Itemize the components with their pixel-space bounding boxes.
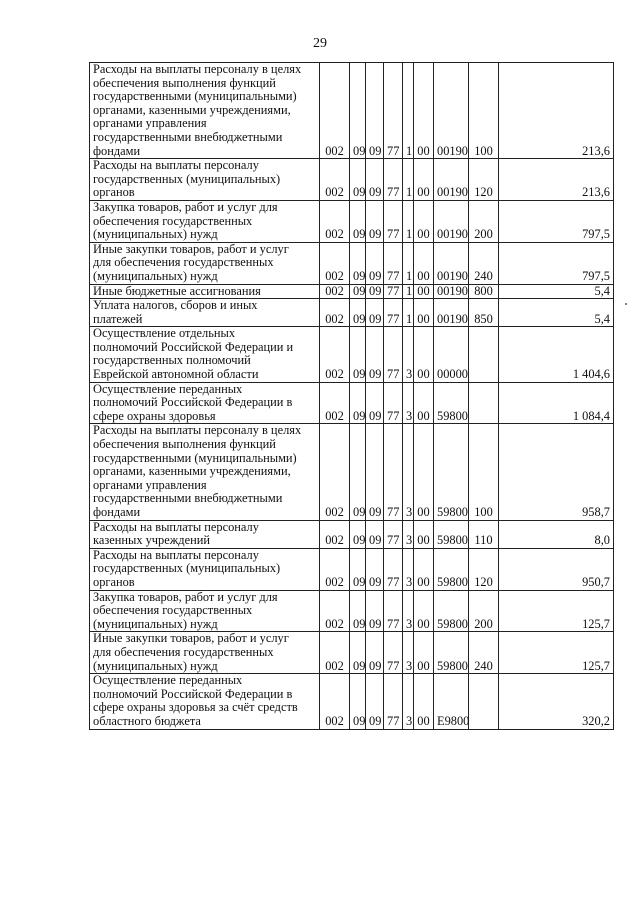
- expense-name: [90, 299, 320, 327]
- expense-name: [90, 382, 320, 424]
- program-code: 77: [384, 63, 403, 159]
- expense-name-line: органами управления: [93, 477, 207, 492]
- subprogram-code: 3: [403, 674, 414, 729]
- amount: 125,7: [499, 632, 614, 674]
- expense-name: [90, 63, 320, 159]
- section-code: 09: [350, 159, 366, 201]
- expense-name-line: фондами: [93, 143, 141, 158]
- section-code: 09: [350, 284, 366, 299]
- expense-name-line: органов: [93, 574, 135, 589]
- subprogram-code: 3: [403, 424, 414, 520]
- subsection-code: 09: [366, 327, 384, 382]
- subsection-code: 09: [366, 242, 384, 284]
- expense-name-line: фондами: [93, 505, 141, 519]
- expense-name-line: государственными (муниципальными): [93, 450, 297, 465]
- main-code: 00: [414, 63, 434, 159]
- expense-name-line: государственных полномочий: [93, 353, 251, 368]
- table-row: [90, 632, 614, 674]
- ministry-code: 002: [320, 548, 350, 590]
- table-row: [90, 63, 614, 159]
- expense-name-line: Иные бюджетные ассигнования: [93, 283, 261, 298]
- table-row: [90, 299, 614, 327]
- table-row: [90, 200, 614, 242]
- amount: 8,0: [499, 520, 614, 548]
- section-code: 09: [350, 632, 366, 674]
- section-code: 09: [350, 674, 366, 729]
- expense-type-code: 850: [469, 299, 499, 327]
- subprogram-code: 3: [403, 382, 414, 424]
- direction-code: 59800: [434, 548, 469, 590]
- subsection-code: 09: [366, 200, 384, 242]
- expense-name-line: органами управления: [93, 116, 207, 131]
- expense-type-code: 200: [469, 590, 499, 632]
- page-number: 29: [313, 36, 327, 51]
- amount: 950,7: [499, 548, 614, 590]
- scan-speck: [625, 303, 627, 305]
- subprogram-code: 1: [403, 242, 414, 284]
- expense-name-line: обеспечения выполнения функций: [93, 75, 276, 90]
- expense-name-line: сфере охраны здоровья за счёт средств: [93, 700, 298, 715]
- program-code: 77: [384, 674, 403, 729]
- section-code: 09: [350, 63, 366, 159]
- expense-name-line: (муниципальных) нужд: [93, 268, 218, 283]
- expense-name: [90, 200, 320, 242]
- expense-name: [90, 674, 320, 729]
- expense-name: [90, 159, 320, 201]
- main-code: 00: [414, 242, 434, 284]
- amount: 797,5: [499, 200, 614, 242]
- ministry-code: 002: [320, 327, 350, 382]
- table-row: [90, 327, 614, 382]
- expense-name: [90, 242, 320, 284]
- section-code: 09: [350, 299, 366, 327]
- subsection-code: 09: [366, 382, 384, 424]
- subprogram-code: 3: [403, 520, 414, 548]
- expense-name-line: Расходы на выплаты персоналу в целях: [93, 423, 302, 438]
- section-code: 09: [350, 382, 366, 424]
- expense-name-line: Осуществление переданных: [93, 381, 243, 396]
- subsection-code: 09: [366, 632, 384, 674]
- program-code: 77: [384, 520, 403, 548]
- main-code: 00: [414, 382, 434, 424]
- expense-name-line: государственных (муниципальных): [93, 561, 281, 576]
- section-code: 09: [350, 200, 366, 242]
- expense-name-line: Иные закупки товаров, работ и услуг: [93, 241, 289, 256]
- expense-type-code: [469, 382, 499, 424]
- expense-name-line: государственными (муниципальными): [93, 89, 297, 104]
- ministry-code: 002: [320, 590, 350, 632]
- expense-name-line: для обеспечения государственных: [93, 255, 274, 270]
- program-code: 77: [384, 242, 403, 284]
- subprogram-code: 1: [403, 284, 414, 299]
- subprogram-code: 3: [403, 632, 414, 674]
- program-code: 77: [384, 200, 403, 242]
- subprogram-code: 1: [403, 159, 414, 201]
- section-code: 09: [350, 242, 366, 284]
- ministry-code: 002: [320, 200, 350, 242]
- ministry-code: 002: [320, 632, 350, 674]
- section-code: 09: [350, 520, 366, 548]
- expense-name: [90, 548, 320, 590]
- main-code: 00: [414, 327, 434, 382]
- ministry-code: 002: [320, 674, 350, 729]
- expense-name-line: Еврейской автономной области: [93, 367, 259, 382]
- subsection-code: 09: [366, 299, 384, 327]
- direction-code: 59800: [434, 590, 469, 632]
- expense-name-line: (муниципальных) нужд: [93, 658, 218, 673]
- ministry-code: 002: [320, 424, 350, 520]
- amount: 797,5: [499, 242, 614, 284]
- budget-rows: [90, 63, 614, 730]
- expense-name-line: органами, казенными учреждениями,: [93, 102, 291, 117]
- table-row: [90, 242, 614, 284]
- direction-code: 59800: [434, 382, 469, 424]
- program-code: 77: [384, 327, 403, 382]
- expense-name: [90, 327, 320, 382]
- expense-name-line: (муниципальных) нужд: [93, 616, 218, 631]
- expense-type-code: 800: [469, 284, 499, 299]
- table-row: [90, 520, 614, 548]
- main-code: 00: [414, 548, 434, 590]
- subprogram-code: 1: [403, 200, 414, 242]
- subprogram-code: 1: [403, 63, 414, 159]
- expense-name-line: государственными внебюджетными: [93, 129, 283, 144]
- expense-name: [90, 590, 320, 632]
- amount: 5,4: [499, 299, 614, 327]
- expense-name: [90, 632, 320, 674]
- expense-name-line: Закупка товаров, работ и услуг для: [93, 199, 278, 214]
- budget-table: [89, 62, 614, 730]
- program-code: 77: [384, 424, 403, 520]
- direction-code: 00190: [434, 284, 469, 299]
- expense-name-line: Осуществление переданных: [93, 673, 243, 688]
- main-code: 00: [414, 520, 434, 548]
- expense-name-line: Расходы на выплаты персоналу: [93, 547, 259, 562]
- expense-type-code: 200: [469, 200, 499, 242]
- program-code: 77: [384, 632, 403, 674]
- expense-type-code: 100: [469, 424, 499, 520]
- main-code: 00: [414, 159, 434, 201]
- expense-name-line: обеспечения выполнения функций: [93, 437, 276, 452]
- expense-name-line: государственными внебюджетными: [93, 491, 283, 506]
- subsection-code: 09: [366, 424, 384, 520]
- expense-name-line: обеспечения государственных: [93, 603, 253, 618]
- direction-code: 00190: [434, 200, 469, 242]
- direction-code: 59800: [434, 632, 469, 674]
- expense-name-line: полномочий Российской Федерации в: [93, 686, 293, 701]
- main-code: 00: [414, 424, 434, 520]
- expense-name: [90, 284, 320, 299]
- main-code: 00: [414, 674, 434, 729]
- section-code: 09: [350, 424, 366, 520]
- expense-name: [90, 520, 320, 548]
- expense-name-line: полномочий Российской Федерации и: [93, 339, 294, 354]
- program-code: 77: [384, 299, 403, 327]
- section-code: 09: [350, 327, 366, 382]
- ministry-code: 002: [320, 520, 350, 548]
- subprogram-code: 3: [403, 327, 414, 382]
- expense-name-line: Расходы на выплаты персоналу в целях: [93, 62, 302, 76]
- expense-type-code: 120: [469, 159, 499, 201]
- program-code: 77: [384, 284, 403, 299]
- expense-name-line: государственных (муниципальных): [93, 171, 281, 186]
- main-code: 00: [414, 299, 434, 327]
- table-row: [90, 590, 614, 632]
- amount: 1 404,6: [499, 327, 614, 382]
- expense-name-line: Расходы на выплаты персоналу: [93, 158, 259, 173]
- expense-name-line: Расходы на выплаты персоналу: [93, 519, 259, 534]
- expense-name-line: (муниципальных) нужд: [93, 227, 218, 242]
- ministry-code: 002: [320, 284, 350, 299]
- subsection-code: 09: [366, 520, 384, 548]
- expense-name-line: органов: [93, 185, 135, 200]
- amount: 125,7: [499, 590, 614, 632]
- subprogram-code: 3: [403, 548, 414, 590]
- section-code: 09: [350, 590, 366, 632]
- direction-code: 00190: [434, 299, 469, 327]
- subsection-code: 09: [366, 284, 384, 299]
- expense-type-code: 240: [469, 242, 499, 284]
- expense-name-line: сфере охраны здоровья: [93, 408, 216, 423]
- subsection-code: 09: [366, 590, 384, 632]
- program-code: 77: [384, 382, 403, 424]
- expense-name-line: обеспечения государственных: [93, 213, 253, 228]
- main-code: 00: [414, 200, 434, 242]
- table-row: [90, 424, 614, 520]
- program-code: 77: [384, 548, 403, 590]
- subprogram-code: 3: [403, 590, 414, 632]
- table-row: [90, 382, 614, 424]
- table-row: [90, 284, 614, 299]
- direction-code: 59800: [434, 520, 469, 548]
- expense-type-code: 240: [469, 632, 499, 674]
- table-row: [90, 159, 614, 201]
- subprogram-code: 1: [403, 299, 414, 327]
- direction-code: E9800: [434, 674, 469, 729]
- expense-type-code: 120: [469, 548, 499, 590]
- ministry-code: 002: [320, 63, 350, 159]
- table-row: [90, 674, 614, 729]
- main-code: 00: [414, 632, 434, 674]
- expense-name-line: органами, казенными учреждениями,: [93, 464, 291, 479]
- expense-type-code: [469, 674, 499, 729]
- direction-code: 00190: [434, 159, 469, 201]
- main-code: 00: [414, 284, 434, 299]
- expense-name: [90, 424, 320, 520]
- table-row: [90, 548, 614, 590]
- subsection-code: 09: [366, 548, 384, 590]
- direction-code: 59800: [434, 424, 469, 520]
- direction-code: 00190: [434, 242, 469, 284]
- ministry-code: 002: [320, 299, 350, 327]
- program-code: 77: [384, 590, 403, 632]
- expense-name-line: Иные закупки товаров, работ и услуг: [93, 631, 289, 646]
- amount: 320,2: [499, 674, 614, 729]
- subsection-code: 09: [366, 63, 384, 159]
- expense-name-line: для обеспечения государственных: [93, 644, 274, 659]
- program-code: 77: [384, 159, 403, 201]
- subsection-code: 09: [366, 159, 384, 201]
- expense-type-code: [469, 327, 499, 382]
- amount: 213,6: [499, 63, 614, 159]
- ministry-code: 002: [320, 159, 350, 201]
- section-code: 09: [350, 548, 366, 590]
- expense-name-line: Осуществление отдельных: [93, 326, 236, 341]
- expense-type-code: 110: [469, 520, 499, 548]
- subsection-code: 09: [366, 674, 384, 729]
- ministry-code: 002: [320, 382, 350, 424]
- expense-name-line: платежей: [93, 311, 143, 326]
- expense-name-line: областного бюджета: [93, 713, 201, 728]
- direction-code: 00000: [434, 327, 469, 382]
- expense-type-code: 100: [469, 63, 499, 159]
- amount: 5,4: [499, 284, 614, 299]
- direction-code: 00190: [434, 63, 469, 159]
- expense-name-line: казенных учреждений: [93, 533, 210, 548]
- expense-name-line: полномочий Российской Федерации в: [93, 395, 293, 410]
- expense-name-line: Закупка товаров, работ и услуг для: [93, 589, 278, 604]
- amount: 958,7: [499, 424, 614, 520]
- amount: 213,6: [499, 159, 614, 201]
- main-code: 00: [414, 590, 434, 632]
- expense-name-line: Уплата налогов, сборов и иных: [93, 298, 258, 313]
- amount: 1 084,4: [499, 382, 614, 424]
- ministry-code: 002: [320, 242, 350, 284]
